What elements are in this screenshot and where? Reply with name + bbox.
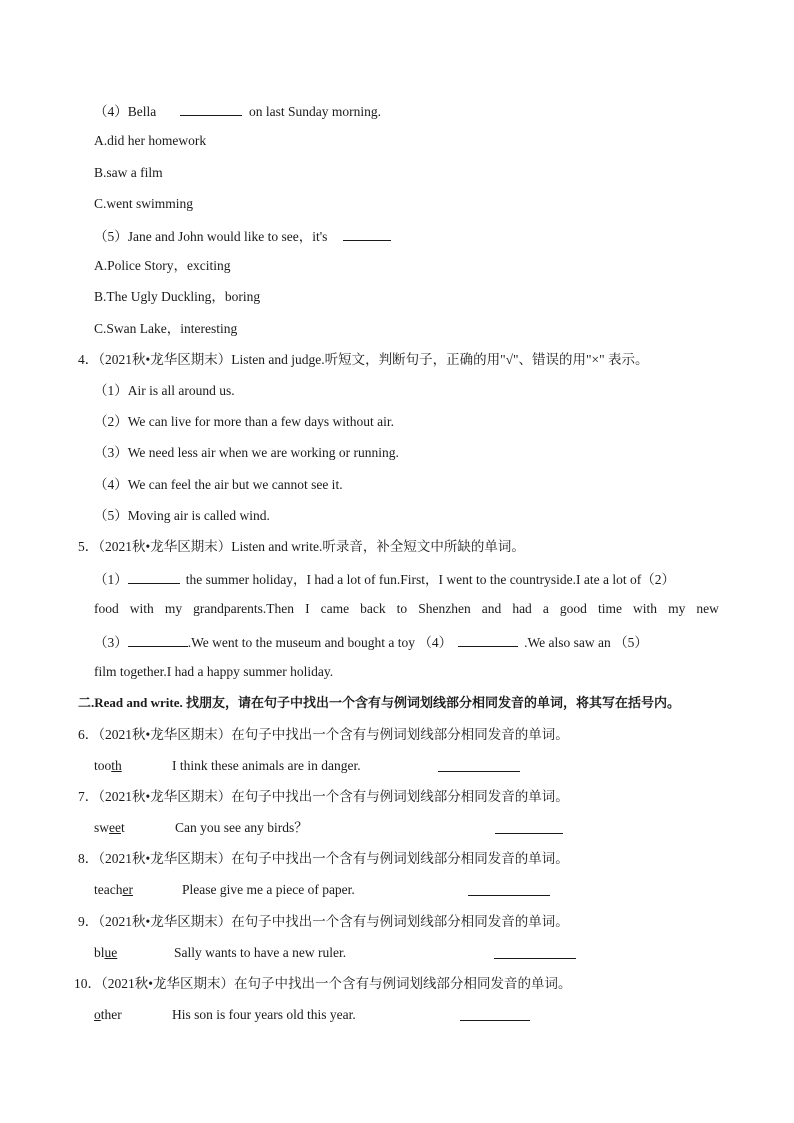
answer-blank[interactable] xyxy=(495,819,563,834)
q3-item-4: （4）Bella on last Sunday morning. xyxy=(94,101,381,121)
answer-blank[interactable] xyxy=(128,632,188,647)
example-sentence: Please give me a piece of paper. xyxy=(182,882,355,897)
option-a: A.Police Story，exciting xyxy=(94,258,231,273)
answer-blank[interactable] xyxy=(468,881,550,896)
question-8-header: 8．（2021秋•龙华区期末）在句子中找出一个含有与例词划线部分相同发音的单词。 xyxy=(78,851,569,866)
answer-blank[interactable] xyxy=(494,944,576,959)
judge-item: （5）Moving air is called wind. xyxy=(94,508,270,523)
question-8-row xyxy=(94,881,574,899)
judge-item: （3）We need less air when we are working or running. xyxy=(94,445,399,460)
section-2-title: 二.Read and write. 找朋友，请在句子中找出一个含有与例词划线部分相同发音的单词，将其写在括号内。 xyxy=(78,695,680,710)
judge-item: （2）We can live for more than a few days without air. xyxy=(94,414,394,429)
passage-line-2: food with my grandparents.Then I came back to Shenzhen and had a good time with my new xyxy=(94,601,719,616)
question-9-header: 9．（2021秋•龙华区期末）在句子中找出一个含有与例词划线部分相同发音的单词。 xyxy=(78,914,569,929)
example-word: blue xyxy=(94,945,118,960)
question-7-row xyxy=(94,819,574,837)
option-a: A.did her homework xyxy=(94,133,207,148)
answer-blank[interactable] xyxy=(343,226,391,241)
option-c: C.Swan Lake，interesting xyxy=(94,321,238,336)
example-word: sweet xyxy=(94,820,125,835)
option-b: B.The Ugly Duckling，boring xyxy=(94,289,261,304)
example-word: tooth xyxy=(94,758,122,773)
answer-blank[interactable] xyxy=(458,632,518,647)
question-6-header: 6．（2021秋•龙华区期末）在句子中找出一个含有与例词划线部分相同发音的单词。 xyxy=(78,727,569,742)
question-9-row xyxy=(94,944,584,962)
passage-line-4: film together.I had a happy summer holiday. xyxy=(94,664,334,679)
example-sentence: Sally wants to have a new ruler. xyxy=(174,945,347,960)
example-sentence: I think these animals are in danger. xyxy=(172,758,361,773)
answer-blank[interactable] xyxy=(460,1006,530,1021)
answer-blank[interactable] xyxy=(128,569,180,584)
question-6-row xyxy=(94,757,574,775)
passage-line-3: （3） .We went to the museum and bought a toy （4） .We also saw an （5） xyxy=(94,632,648,652)
answer-blank[interactable] xyxy=(438,757,520,772)
answer-blank[interactable] xyxy=(180,101,242,116)
example-sentence: Can you see any birds？ xyxy=(175,820,308,835)
question-4-header: 4．（2021秋•龙华区期末）Listen and judge.听短文，判断句子，正确的用"√"、错误的用"×" 表示。 xyxy=(78,352,649,367)
q3-item-5: （5）Jane and John would like to see，it's xyxy=(94,226,391,246)
option-b: B.saw a film xyxy=(94,165,163,180)
option-c: C.went swimming xyxy=(94,196,194,211)
example-word: other xyxy=(94,1007,122,1022)
question-10-row xyxy=(94,1006,574,1024)
example-word: teacher xyxy=(94,882,133,897)
judge-item: （4）We can feel the air but we cannot see it. xyxy=(94,477,343,492)
passage-line-1: （1） the summer holiday，I had a lot of fun.First，I went to the countryside.I ate a lot of（2） xyxy=(94,569,675,589)
example-sentence: His son is four years old this year. xyxy=(172,1007,356,1022)
question-5-header: 5．（2021秋•龙华区期末）Listen and write.听录音，补全短文中所缺的单词。 xyxy=(78,539,525,554)
judge-item: （1）Air is all around us. xyxy=(94,383,235,398)
question-7-header: 7．（2021秋•龙华区期末）在句子中找出一个含有与例词划线部分相同发音的单词。 xyxy=(78,789,569,804)
question-10-header: 10．（2021秋•龙华区期末）在句子中找出一个含有与例词划线部分相同发音的单词。 xyxy=(74,976,572,991)
